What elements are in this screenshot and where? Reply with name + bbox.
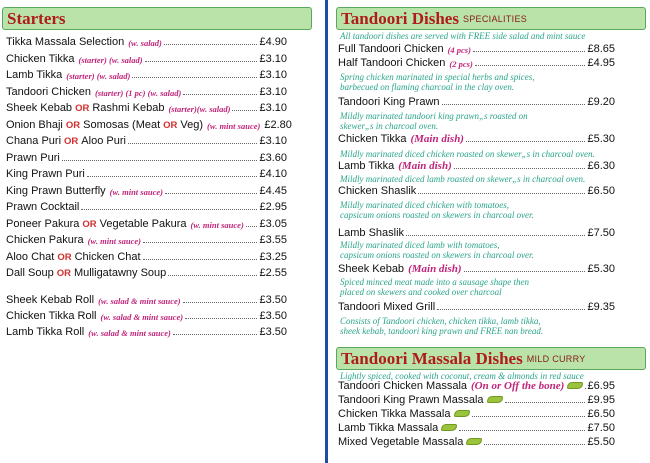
leader-dots xyxy=(81,209,257,210)
item-name: Lamb Tikka xyxy=(6,69,63,81)
leader-dots xyxy=(164,44,258,45)
leader-dots xyxy=(143,242,258,243)
leader-dots xyxy=(185,318,257,319)
item-name: King Prawn Butterfly xyxy=(6,184,106,197)
menu-item-row xyxy=(338,225,615,239)
item-name: Tandoori Chicken xyxy=(6,85,91,98)
menu-item-row xyxy=(6,117,292,131)
menu-item-row xyxy=(338,131,615,145)
item-note: (starter) (w. salad) xyxy=(78,54,143,65)
item-description: placed on skewers and cooked over charcoal xyxy=(340,287,502,297)
or-label: OR xyxy=(57,251,72,263)
or-label: OR xyxy=(56,268,71,279)
item-price: £7.50 xyxy=(587,227,615,239)
item-note: (w. salad & mint sauce) xyxy=(88,328,171,338)
leader-dots xyxy=(473,51,586,52)
item-name: Prawn Puri xyxy=(6,151,60,164)
menu-item-row xyxy=(6,34,287,48)
or-label: OR xyxy=(163,119,178,131)
menu-item-row xyxy=(6,265,287,279)
menu-item-row xyxy=(6,324,287,338)
item-name: Dall Soup xyxy=(6,267,54,279)
menu-item-row xyxy=(6,183,287,197)
leader-dots xyxy=(183,94,257,95)
item-name: Chicken Chat xyxy=(74,250,141,263)
item-name: Aloo Chat xyxy=(6,250,55,263)
item-main-note: (Main dish) xyxy=(410,133,464,145)
leader-dots xyxy=(62,160,258,161)
or-label: OR xyxy=(64,136,79,147)
item-name: King Prawn Puri xyxy=(6,168,85,180)
chili-icon xyxy=(567,382,583,389)
item-main-note: (Main dish) xyxy=(398,160,452,172)
leader-dots xyxy=(145,61,258,62)
item-name: Half Tandoori Chicken xyxy=(338,57,446,69)
item-name: Mulligatawny Soup xyxy=(73,267,167,279)
leader-dots xyxy=(459,430,585,431)
tandoori-intro: All tandoori dishes are served with FREE side salad and mint sauce xyxy=(340,31,586,41)
item-name: Tandoori King Prawn Massala xyxy=(338,394,484,406)
leader-dots xyxy=(466,141,585,142)
item-price: £3.50 xyxy=(259,326,287,338)
menu-item-row xyxy=(338,55,615,69)
item-price: £2.95 xyxy=(259,201,287,213)
tandoori-title: Tandoori Dishes xyxy=(341,8,459,28)
item-price: £4.95 xyxy=(587,57,615,69)
item-name: Lamb Shaslik xyxy=(338,227,405,239)
leader-dots xyxy=(505,402,586,403)
leader-dots xyxy=(406,235,585,236)
menu-item-row xyxy=(6,133,287,147)
leader-dots xyxy=(183,302,258,303)
item-price: £3.10 xyxy=(259,85,287,98)
rolls-list xyxy=(6,292,287,352)
item-note: (starter) (1 pc) (w. salad) xyxy=(95,87,182,98)
starters-title: Starters xyxy=(7,8,66,28)
menu-item-row xyxy=(338,94,615,108)
chili-icon xyxy=(487,396,503,403)
item-price: £6.50 xyxy=(587,185,615,197)
item-price: £6.95 xyxy=(587,380,615,392)
item-price: £9.95 xyxy=(587,394,615,406)
item-name: Lamb Tikka Roll xyxy=(6,326,85,338)
starters-header xyxy=(2,7,312,30)
item-price: £7.50 xyxy=(587,422,615,434)
menu-item-row xyxy=(338,406,615,420)
item-price: £3.50 xyxy=(259,294,287,306)
item-note: (w. salad) xyxy=(128,38,162,48)
chili-icon xyxy=(466,438,482,445)
item-name: Sheek Kebab xyxy=(6,102,73,114)
leader-dots xyxy=(475,65,586,66)
item-note: (starter)(w. salad) xyxy=(168,104,231,114)
item-price: £4.90 xyxy=(259,36,287,48)
item-name: Full Tandoori Chicken xyxy=(338,43,444,55)
item-price: £3.10 xyxy=(259,69,287,81)
massala-list xyxy=(338,378,615,463)
item-price: £3.50 xyxy=(259,310,287,322)
item-note: (starter) (w. salad) xyxy=(66,71,131,81)
item-name: Chicken Tikka xyxy=(6,52,75,65)
leader-dots xyxy=(232,110,257,111)
item-description: sheek kebab, tandoori king prawn and FREE nan bread. xyxy=(340,326,544,336)
massala-header xyxy=(336,347,646,370)
menu-item-row xyxy=(338,158,615,172)
item-name: Tandoori Chicken Massala xyxy=(338,380,468,392)
item-price: £3.10 xyxy=(259,102,287,114)
item-name: Sheek Kebab xyxy=(338,263,405,275)
menu-item-row xyxy=(6,308,287,322)
starters-list xyxy=(6,34,292,284)
item-name: Aloo Puri xyxy=(81,135,126,147)
item-description: Spiced minced meat made into a sausage shape then xyxy=(340,277,529,287)
item-description: Mildly marinated diced chicken roasted on skewer„s in charcoal oven. xyxy=(340,149,595,159)
item-name: Tikka Massala Selection xyxy=(6,36,125,48)
menu-item-row xyxy=(6,199,287,213)
leader-dots xyxy=(87,176,258,177)
column-divider xyxy=(325,0,328,463)
item-price: £5.30 xyxy=(587,133,615,145)
item-main-note: (On or Off the bone) xyxy=(471,380,565,392)
item-name: Chana Puri xyxy=(6,135,62,147)
item-name: Tandoori Mixed Grill xyxy=(338,301,436,313)
menu-item-row xyxy=(338,299,615,313)
menu-item-row xyxy=(6,216,287,230)
item-main-note: (Main dish) xyxy=(408,263,462,275)
item-note: (w. salad & mint sauce) xyxy=(100,312,184,322)
item-description: skewer„s in charcoal oven. xyxy=(340,121,439,131)
leader-dots xyxy=(128,143,258,144)
tandoori-subtitle: SPECIALITIES xyxy=(462,13,528,24)
leader-dots xyxy=(168,275,257,276)
leader-dots xyxy=(437,309,585,310)
item-name: Chicken Tikka Massala xyxy=(338,408,451,420)
item-name: Poneer Pakura xyxy=(6,217,80,230)
item-name: Chicken Tikka xyxy=(338,133,407,145)
menu-item-row xyxy=(338,183,615,197)
massala-subtitle: MILD CURRY xyxy=(526,353,586,364)
item-name: Prawn Cocktail xyxy=(6,201,80,213)
item-note: (4 pcs) xyxy=(447,45,471,55)
item-name: Somosas (Meat xyxy=(83,118,161,131)
menu-item-row xyxy=(6,67,287,81)
menu-item-row xyxy=(338,378,615,392)
item-price: £5.50 xyxy=(587,436,615,448)
item-note: (w. salad & mint sauce) xyxy=(98,296,181,306)
menu-item-row xyxy=(6,51,287,65)
item-price: £3.25 xyxy=(259,250,287,263)
menu-item-row xyxy=(6,292,287,306)
item-price: £5.30 xyxy=(587,263,615,275)
item-name: Rashmi Kebab xyxy=(92,102,165,114)
menu-item-row xyxy=(338,41,615,55)
or-label: OR xyxy=(65,119,81,131)
leader-dots xyxy=(143,259,258,260)
item-note: (w. mint sauce) xyxy=(207,120,261,131)
item-description: Spring chicken marinated in special herbs and spices, xyxy=(340,72,535,82)
chili-icon xyxy=(454,410,470,417)
item-name: Onion Bhaji xyxy=(6,118,63,131)
item-description: capsicum onions roasted on skewers in charcoal over. xyxy=(340,250,534,260)
item-price: £6.50 xyxy=(587,408,615,420)
item-note: (w. mint sauce) xyxy=(190,219,244,230)
item-name: Lamb Tikka xyxy=(338,160,395,172)
item-price: £3.55 xyxy=(259,234,287,246)
item-name: Chicken Shaslik xyxy=(338,185,417,197)
item-description: capsicum onions roasted on skewers in charcoal over. xyxy=(340,210,534,220)
item-price: £3.60 xyxy=(259,151,287,164)
leader-dots xyxy=(454,168,586,169)
massala-intro: Lightly spiced, cooked with coconut, cream & almonds in red sauce xyxy=(340,371,584,381)
item-price: £4.10 xyxy=(259,168,287,180)
item-price: £2.80 xyxy=(264,118,292,131)
or-label: OR xyxy=(82,218,97,230)
item-name: Sheek Kebab Roll xyxy=(6,294,95,306)
menu-item-row xyxy=(6,232,287,246)
menu-item-row xyxy=(338,420,615,434)
menu-item-row xyxy=(338,392,615,406)
leader-dots xyxy=(418,193,585,194)
item-description: Mildly marinated tandoori king prawn„s roasted on xyxy=(340,111,528,121)
leader-dots xyxy=(173,334,258,335)
menu-item-row xyxy=(338,434,615,448)
menu-item-row xyxy=(6,100,287,114)
menu-item-row xyxy=(6,84,287,98)
item-price: £3.10 xyxy=(259,52,287,65)
leader-dots xyxy=(442,104,586,105)
item-name: Chicken Tikka Roll xyxy=(6,310,97,322)
chili-icon xyxy=(441,424,457,431)
menu-item-row xyxy=(338,261,615,275)
menu-item-row xyxy=(6,150,287,164)
leader-dots xyxy=(472,416,586,417)
item-price: £3.10 xyxy=(259,135,287,147)
item-description: Consists of Tandoori chicken, chicken tikka, lamb tikka, xyxy=(340,316,541,326)
leader-dots xyxy=(484,444,585,445)
massala-title: Tandoori Massala Dishes xyxy=(341,348,523,368)
item-price: £9.20 xyxy=(587,96,615,108)
item-description: Mildly marinated diced lamb with tomatoes, xyxy=(340,240,500,250)
item-description: Mildly marinated diced lamb roasted on skewer„s in charcoal oven. xyxy=(340,174,586,184)
item-price: £4.45 xyxy=(259,184,287,197)
item-name: Mixed Vegetable Massala xyxy=(338,436,464,448)
item-name: Lamb Tikka Massala xyxy=(338,422,439,434)
item-description: Mildly marinated diced chicken with tomatoes, xyxy=(340,200,509,210)
item-price: £2.55 xyxy=(259,267,287,279)
leader-dots xyxy=(246,226,258,227)
menu-item-row xyxy=(6,166,287,180)
leader-dots xyxy=(165,193,258,194)
item-note: (2 pcs) xyxy=(449,59,473,69)
leader-dots xyxy=(464,271,586,272)
item-name: Vegetable Pakura xyxy=(99,217,187,230)
item-price: £6.30 xyxy=(587,160,615,172)
item-price: £9.35 xyxy=(587,301,615,313)
item-name: Veg) xyxy=(180,118,204,131)
item-note: (w. mint sauce) xyxy=(87,236,141,246)
item-name: Tandoori King Prawn xyxy=(338,96,440,108)
item-price: £8.65 xyxy=(587,43,615,55)
item-name: Chicken Pakura xyxy=(6,234,84,246)
item-note: (w. mint sauce) xyxy=(109,186,163,197)
menu-item-row xyxy=(6,249,287,263)
leader-dots xyxy=(132,77,257,78)
or-label: OR xyxy=(75,103,90,114)
item-description: barbecued on flaming charcoal in the clay oven. xyxy=(340,82,515,92)
item-price: £3.05 xyxy=(259,217,287,230)
